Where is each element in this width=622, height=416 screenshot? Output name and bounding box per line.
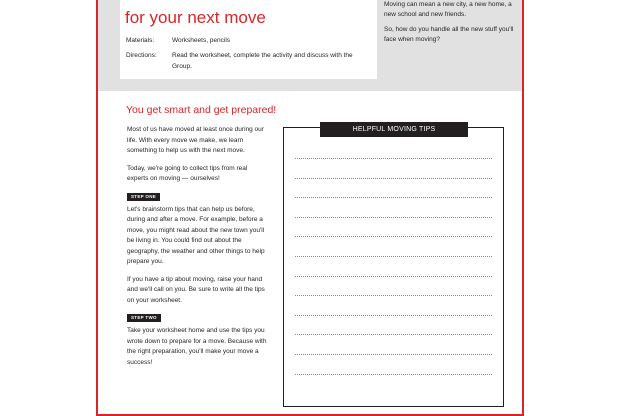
tip-writing-line[interactable] [295, 334, 492, 335]
materials-label: Materials: [126, 37, 155, 44]
materials-value: Worksheets, pencils [172, 36, 231, 44]
body-para-2: Today, we're going to collect tips from real experts on moving — ourselves! [127, 164, 248, 182]
directions-label: Directions: [126, 52, 157, 59]
step-one-badge: STEP ONE [127, 193, 160, 201]
tip-writing-line[interactable] [295, 256, 492, 257]
intro-text [384, 0, 514, 50]
body-para-3: Let's brainstorm tips that can help us before, during and after a move. For example, before a move, you might read about the new town you'll be living in. You could find out about the geography, the weather and other things to help prepare you. [127, 205, 265, 265]
intro-para-1: Moving can mean a new city, a new home, a new school and new friends. [384, 1, 512, 18]
body-para-5: Take your worksheet home and use the tips you wrote down to prepare for a move. Because with the right preparation, you'll make your move a success! [127, 327, 267, 366]
tip-writing-line[interactable] [295, 354, 492, 355]
body-para-4: If you have a tip about moving, raise your hand and we'll call on you. Be sure to write all the tips on your worksheet. [127, 275, 265, 304]
tip-writing-line[interactable] [295, 178, 492, 179]
tip-writing-line[interactable] [295, 374, 492, 375]
tip-writing-line[interactable] [295, 315, 492, 316]
tip-writing-line[interactable] [295, 295, 492, 296]
tip-writing-line[interactable] [295, 197, 492, 198]
tip-writing-line[interactable] [295, 217, 492, 218]
body-column [127, 125, 267, 375]
tip-writing-line[interactable] [295, 158, 492, 159]
tips-box-title: HELPFUL MOVING TIPS [320, 122, 468, 137]
page-subtitle: for your next move [125, 8, 266, 27]
section-heading: You get smart and get prepared! [126, 104, 277, 116]
title-fragment [146, 0, 246, 2]
tip-writing-line[interactable] [295, 236, 492, 237]
tips-box [283, 127, 504, 407]
body-para-1: Most of us have moved at least once during our life. With every move we make, we learn something to help us with the next move. [127, 126, 264, 154]
step-two-badge: STEP TWO [127, 314, 161, 322]
intro-para-2: So, how do you handle all the new stuff you'll face when moving? [384, 26, 514, 43]
tip-writing-line[interactable] [295, 276, 492, 277]
directions-value: Read the worksheet, complete the activity and discuss with the Group. [172, 51, 353, 70]
